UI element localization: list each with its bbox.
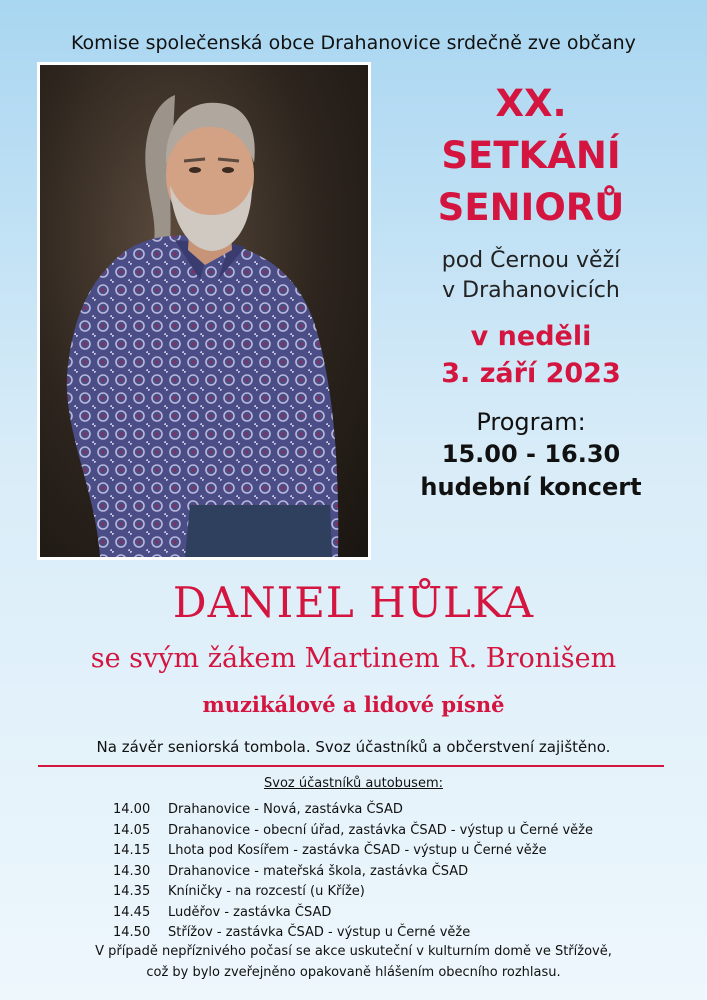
event-title-line-3: SENIORŮ	[437, 186, 625, 229]
program-label: Program:	[476, 408, 586, 436]
bus-stop-time: 14.15	[113, 843, 151, 858]
event-title-line-1: XX.	[495, 82, 567, 125]
bus-stop-place: Drahanovice - mateřská škola, zastávka ČSAD	[168, 863, 469, 879]
performer-photo-frame	[37, 62, 371, 560]
bus-schedule	[113, 800, 593, 944]
event-date-line-2: 3. září 2023	[441, 358, 621, 389]
bus-stop-place: Luděřov - zastávka ČSAD	[168, 904, 332, 920]
bus-stop-place: Kníničky - na rozcestí (u Kříže)	[168, 884, 365, 899]
event-info	[375, 78, 687, 504]
invitation-line: Komise společenská obce Drahanovice srdečně zve občany	[71, 32, 636, 54]
program-item: hudební koncert	[420, 473, 642, 501]
bus-stop-time: 14.45	[113, 904, 151, 920]
bus-stop-place: Drahanovice - obecní úřad, zastávka ČSAD - výstup u Černé věže	[168, 822, 594, 838]
bus-stop-row	[113, 841, 593, 862]
performer-genre: muzikálové a lidové písně	[202, 692, 505, 717]
performer-photo	[40, 65, 368, 557]
event-date-line-1: v neděli	[470, 321, 592, 352]
event-place-line-1: pod Černou věží	[441, 248, 621, 273]
weather-note-line-1: V případě nepříznivého počasí se akce uskuteční v kulturním domě ve Střížově,	[95, 944, 612, 959]
bus-stop-place: Drahanovice - Nová, zastávka ČSAD	[168, 802, 403, 817]
closing-note: Na závěr seniorská tombola. Svoz účastníků a občerstvení zajištěno.	[96, 738, 611, 756]
program-time: 15.00 - 16.30	[441, 440, 621, 468]
bus-stop-row	[113, 903, 593, 924]
bus-stop-place: Lhota pod Kosířem - zastávka ČSAD - výstup u Černé věže	[168, 843, 547, 858]
bus-stop-time: 14.50	[113, 925, 151, 940]
bus-stop-time: 14.35	[113, 884, 151, 899]
performer-name: DANIEL HŮLKA	[172, 578, 535, 627]
divider	[38, 765, 664, 767]
bus-stop-time: 14.05	[113, 822, 151, 838]
weather-note-line-2: což by bylo zveřejněno opakovaně hlášením obecního rozhlasu.	[146, 965, 561, 980]
bus-stop-time: 14.00	[113, 802, 151, 817]
bus-stop-row	[113, 821, 593, 842]
bus-stop-place: Střížov - zastávka ČSAD - výstup u Černé věže	[168, 925, 471, 940]
event-title-line-2: SETKÁNÍ	[441, 134, 621, 177]
bus-stop-row	[113, 862, 593, 883]
performer-guest: se svým žákem Martinem R. Bronišem	[90, 643, 617, 674]
bus-schedule-heading: Svoz účastníků autobusem:	[264, 776, 443, 791]
bus-stop-row	[113, 800, 593, 821]
weather-note	[0, 941, 707, 983]
bus-stop-row	[113, 882, 593, 903]
performer-portrait-illustration	[40, 65, 368, 557]
bus-stop-time: 14.30	[113, 863, 151, 879]
event-place-line-2: v Drahanovicích	[442, 278, 620, 303]
